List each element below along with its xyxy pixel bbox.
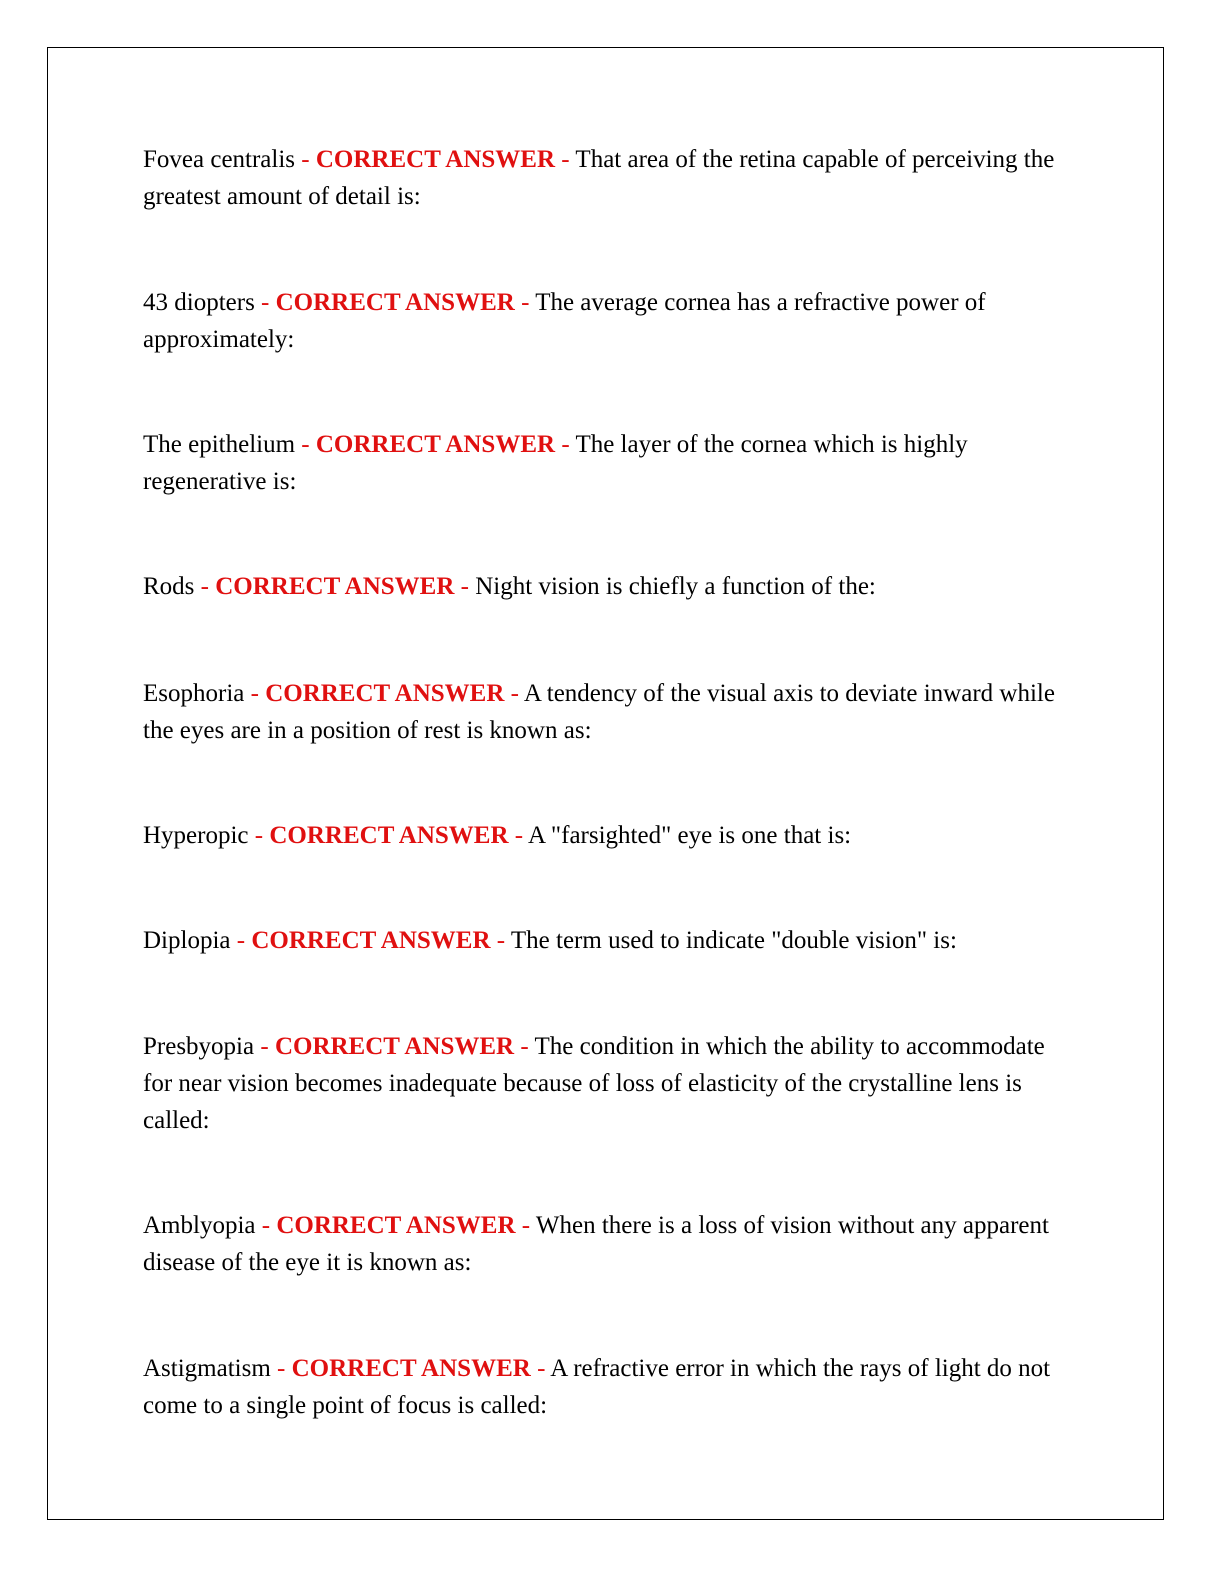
qa-entry-1 [143, 141, 1068, 215]
answer-text: Rods [143, 573, 195, 600]
answer-text: Presbyopia [143, 1033, 255, 1060]
correct-answer-label: CORRECT ANSWER [269, 822, 509, 849]
question-text: A refractive error in which the rays of light do not come to a single point of focus is called: [143, 1355, 1051, 1419]
separator: - [194, 573, 216, 600]
qa-entry-7 [143, 922, 1068, 959]
answer-text: Esophoria [143, 680, 245, 707]
qa-entry-10 [143, 1350, 1068, 1424]
separator: - [555, 146, 576, 173]
separator: - [555, 431, 576, 458]
question-text: A tendency of the visual axis to deviate inward while the eyes are in a position of rest is known as: [143, 680, 1055, 744]
separator: - [244, 680, 266, 707]
qa-entry-9 [143, 1207, 1068, 1281]
question-text: Night vision is chiefly a function of the: [475, 573, 876, 600]
answer-text: Astigmatism [143, 1355, 271, 1382]
answer-text: The epithelium [143, 431, 296, 458]
separator: - [295, 146, 316, 173]
separator: - [514, 1033, 535, 1060]
separator: - [504, 680, 524, 707]
page-border [47, 47, 1164, 1520]
separator: - [254, 289, 276, 316]
separator: - [508, 822, 528, 849]
correct-answer-label: CORRECT ANSWER [274, 1033, 515, 1060]
correct-answer-label: CORRECT ANSWER [275, 289, 515, 316]
question-text: A "farsighted" eye is one that is: [528, 822, 852, 849]
separator: - [230, 927, 252, 954]
separator: - [514, 289, 536, 316]
question-text: When there is a loss of vision without any apparent disease of the eye it is known as: [143, 1212, 1049, 1276]
answer-text: Fovea centralis [143, 146, 296, 173]
correct-answer-label: CORRECT ANSWER [315, 146, 556, 173]
qa-entry-5 [143, 675, 1068, 749]
answer-text: 43 diopters [143, 289, 255, 316]
qa-entry-3 [143, 426, 1068, 500]
answer-text: Amblyopia [143, 1212, 256, 1239]
separator: - [295, 431, 316, 458]
separator: - [255, 1212, 277, 1239]
question-text: The layer of the cornea which is highly regenerative is: [143, 431, 968, 495]
separator: - [454, 573, 476, 600]
correct-answer-label: CORRECT ANSWER [265, 680, 505, 707]
correct-answer-label: CORRECT ANSWER [276, 1212, 516, 1239]
answer-text: Diplopia [143, 927, 231, 954]
separator: - [248, 822, 270, 849]
question-text: The condition in which the ability to accommodate for near vision becomes inadequate because of loss of elasticity of the crystalline lens is called: [143, 1033, 1045, 1134]
qa-entry-6 [143, 817, 1068, 854]
separator: - [530, 1355, 551, 1382]
question-text: That area of the retina capable of perceiving the greatest amount of detail is: [143, 146, 1055, 210]
qa-entry-8 [143, 1028, 1068, 1139]
qa-entry-2 [143, 284, 1068, 358]
correct-answer-label: CORRECT ANSWER [215, 573, 455, 600]
answer-text: Hyperopic [143, 822, 249, 849]
correct-answer-label: CORRECT ANSWER [315, 431, 556, 458]
separator: - [270, 1355, 292, 1382]
correct-answer-label: CORRECT ANSWER [251, 927, 491, 954]
separator: - [254, 1033, 275, 1060]
question-text: The term used to indicate "double vision" is: [510, 927, 957, 954]
separator: - [515, 1212, 536, 1239]
correct-answer-label: CORRECT ANSWER [291, 1355, 531, 1382]
qa-entry-4 [143, 568, 1068, 605]
question-text: The average cornea has a refractive power of approximately: [143, 289, 986, 353]
separator: - [490, 927, 511, 954]
